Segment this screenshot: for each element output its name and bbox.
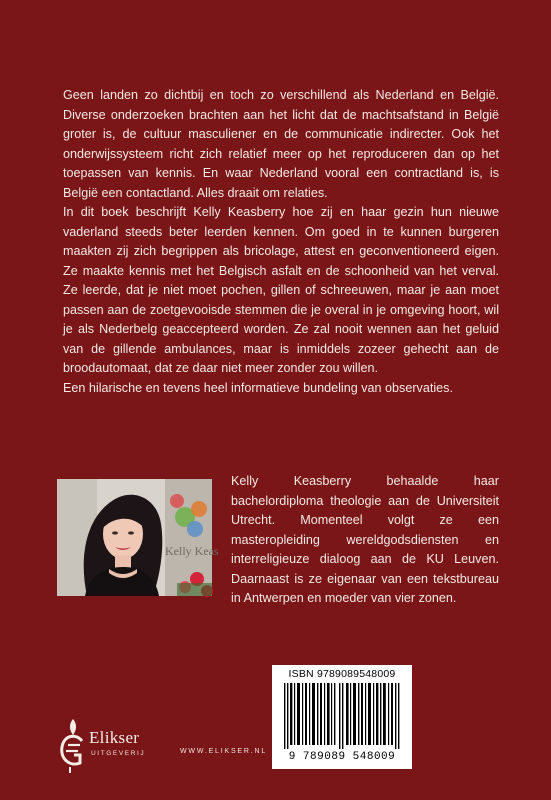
isbn-barcode-box xyxy=(272,665,412,769)
blurb-paragraph-2: In dit boek beschrijft Kelly Keasberry hoe zij en haar gezin hun nieuwe vaderland steeds beter leerden kennen. Om goed in te kunnen burgeren maakten zij zich begrippen als bricolage, attest en geconventioneerd eigen. Ze maakte kennis met het Belgisch asfalt en de schoonheid van het verval. Ze leerde, dat je niet moet pochen, gillen of schreeuwen, maar je aan moet passen aan de zoetgevooisde stemmen die je overal in je omgeving hoort, wil je als Nederbelg geaccepteerd worden. Ze zal nooit wennen aan het geluid van de gillende ambulances, maar is inmiddels zozeer gehecht aan de broodautomaat, dat ze daar niet meer zonder zou willen. xyxy=(63,205,499,375)
publisher-website[interactable]: WWW.ELIKSER.NL xyxy=(180,748,268,755)
publisher-logo xyxy=(56,715,166,775)
blurb-paragraph-3: Een hilarische en tevens heel informatieve bundeling van observaties. xyxy=(63,380,453,395)
photo-sign-text: Kelly Keas xyxy=(165,544,219,558)
publisher-emblem-icon xyxy=(56,715,90,775)
author-portrait-illustration xyxy=(57,479,219,596)
barcode-icon xyxy=(282,683,402,749)
isbn-label: ISBN 9789089548009 xyxy=(288,668,396,680)
blurb-paragraph-1: Geen landen zo dichtbij en toch zo verschillend als Nederland en België. Diverse onderzoeken brachten aan het licht dat de machtsafstand in België groter is, de cultuur masculiener en de communicatie indirecter. Ook het onderwijssysteem richt zich relatief meer op het reproduceren dan op het toepassen van kennis. En waar Nederland vooral een contractland is, is België een contactland. Alles draait om relaties. xyxy=(63,88,499,200)
blurb-text xyxy=(63,86,499,398)
author-bio: Kelly Keasberry behaalde haar bachelordiploma theologie aan de Universiteit Utrecht. Momenteel volgt ze een masteropleiding wereldgodsdiensten en interreligieuze dialoog aan de KU Leuven. Daarnaast is ze eigenaar van een tekstbureau in Antwerpen en moeder van vier zonen. xyxy=(231,474,499,605)
publisher-name: Elikser xyxy=(89,728,140,747)
barcode-digits: 9 789089 548009 xyxy=(288,751,396,763)
author-photo xyxy=(57,479,219,596)
publisher-subtitle: UITGEVERIJ xyxy=(91,750,146,757)
